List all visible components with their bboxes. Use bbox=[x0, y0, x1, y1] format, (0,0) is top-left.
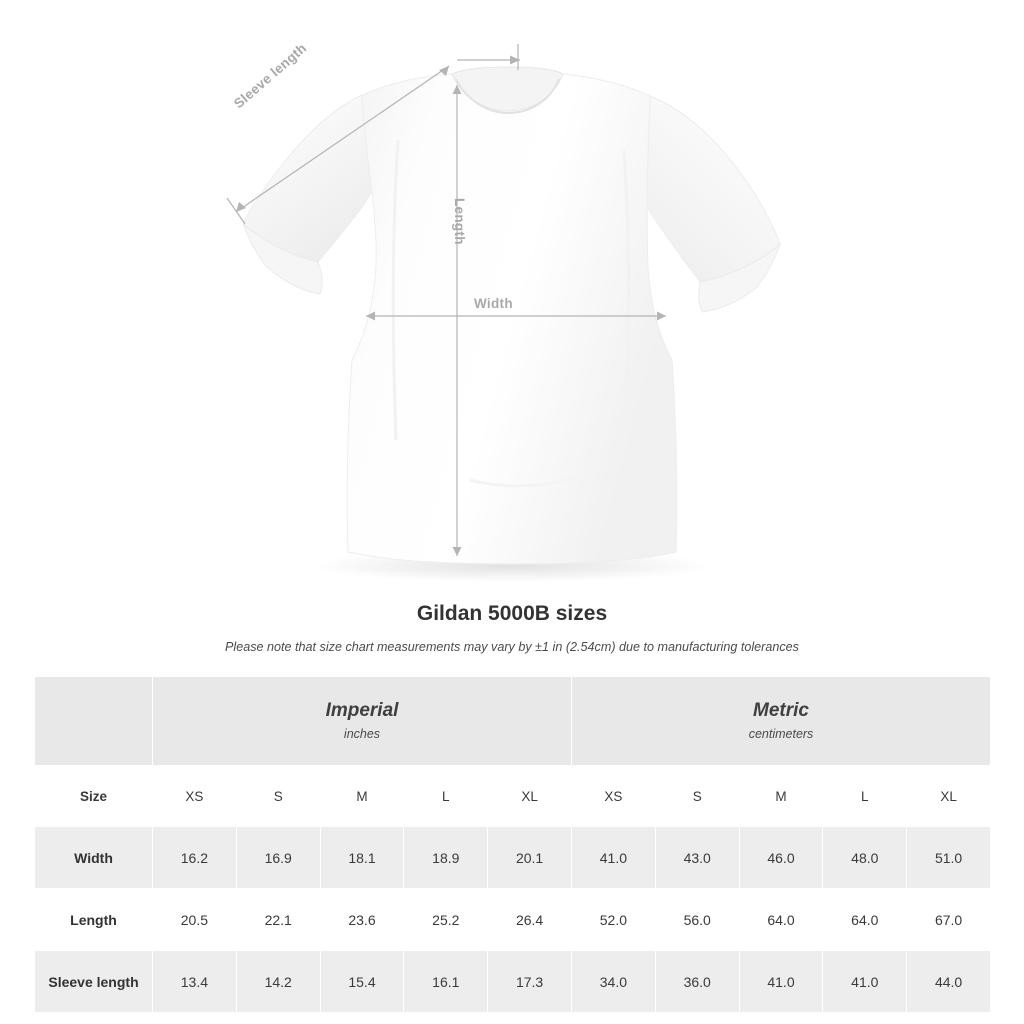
cell-width-metric-xl: 51.0 bbox=[907, 827, 991, 889]
cell-sleeve-metric-xs: 34.0 bbox=[572, 951, 656, 1013]
page-title: Gildan 5000B sizes bbox=[416, 602, 608, 625]
table-row-length bbox=[35, 889, 991, 951]
label-width: Width bbox=[474, 296, 513, 311]
cell-width-imperial-m: 18.1 bbox=[320, 827, 404, 889]
cell-sleeve-metric-m: 41.0 bbox=[739, 951, 823, 1013]
unit-group-metric bbox=[572, 677, 991, 766]
cell-length-metric-m: 64.0 bbox=[739, 889, 823, 951]
header-metric-m: M bbox=[739, 766, 823, 827]
cell-length-metric-xl: 67.0 bbox=[907, 889, 991, 951]
unit-group-metric-unit: centimeters bbox=[748, 726, 814, 741]
cell-sleeve-imperial-l: 16.1 bbox=[404, 951, 488, 1013]
cell-sleeve-imperial-s: 14.2 bbox=[236, 951, 320, 1013]
cell-sleeve-imperial-xs: 13.4 bbox=[153, 951, 237, 1013]
cell-sleeve-metric-xl: 44.0 bbox=[907, 951, 991, 1013]
cell-length-imperial-m: 23.6 bbox=[320, 889, 404, 951]
cell-width-metric-xs: 41.0 bbox=[572, 827, 656, 889]
table-row-sleeve-length bbox=[35, 951, 991, 1013]
tolerance-note: Please note that size chart measurements may vary by ±1 in (2.54cm) due to manufacturing tolerances bbox=[225, 640, 799, 654]
header-imperial-xl: XL bbox=[488, 766, 572, 827]
corner-cell bbox=[35, 677, 153, 766]
unit-group-imperial bbox=[153, 677, 572, 766]
label-length: Length bbox=[452, 198, 467, 245]
unit-group-imperial-unit: inches bbox=[343, 726, 381, 741]
cell-length-imperial-s: 22.1 bbox=[236, 889, 320, 951]
cell-width-imperial-l: 18.9 bbox=[404, 827, 488, 889]
header-imperial-xs: XS bbox=[153, 766, 237, 827]
unit-group-imperial-name: Imperial bbox=[325, 700, 399, 722]
header-metric-xs: XS bbox=[572, 766, 656, 827]
cell-width-imperial-s: 16.9 bbox=[236, 827, 320, 889]
header-imperial-m: M bbox=[320, 766, 404, 827]
row-label-sleeve-length: Sleeve length bbox=[35, 951, 153, 1013]
cell-length-imperial-xl: 26.4 bbox=[488, 889, 572, 951]
cell-width-metric-l: 48.0 bbox=[823, 827, 907, 889]
header-metric-l: L bbox=[823, 766, 907, 827]
header-imperial-l: L bbox=[404, 766, 488, 827]
header-metric-xl: XL bbox=[907, 766, 991, 827]
cell-width-imperial-xl: 20.1 bbox=[488, 827, 572, 889]
cell-width-metric-m: 46.0 bbox=[739, 827, 823, 889]
table-row-width bbox=[35, 827, 991, 889]
header-imperial-s: S bbox=[236, 766, 320, 827]
cell-length-imperial-l: 25.2 bbox=[404, 889, 488, 951]
table-unit-header-row bbox=[35, 677, 991, 766]
cell-length-metric-l: 64.0 bbox=[823, 889, 907, 951]
cell-length-imperial-xs: 20.5 bbox=[153, 889, 237, 951]
cell-sleeve-metric-s: 36.0 bbox=[655, 951, 739, 1013]
row-label-length: Length bbox=[35, 889, 153, 951]
header-metric-s: S bbox=[655, 766, 739, 827]
cell-sleeve-imperial-xl: 17.3 bbox=[488, 951, 572, 1013]
cell-width-imperial-xs: 16.2 bbox=[153, 827, 237, 889]
size-table-wrapper bbox=[34, 676, 990, 1013]
cell-length-metric-s: 56.0 bbox=[655, 889, 739, 951]
cell-sleeve-metric-l: 41.0 bbox=[823, 951, 907, 1013]
cell-width-metric-s: 43.0 bbox=[655, 827, 739, 889]
unit-group-metric-name: Metric bbox=[753, 700, 809, 722]
cell-length-metric-xs: 52.0 bbox=[572, 889, 656, 951]
label-sleeve-length: Sleeve length bbox=[231, 40, 310, 112]
table-size-header-row bbox=[35, 766, 991, 827]
header-size: Size bbox=[35, 766, 153, 827]
chart-heading bbox=[0, 602, 1024, 654]
cell-sleeve-imperial-m: 15.4 bbox=[320, 951, 404, 1013]
row-label-width: Width bbox=[35, 827, 153, 889]
size-table bbox=[34, 676, 991, 1013]
